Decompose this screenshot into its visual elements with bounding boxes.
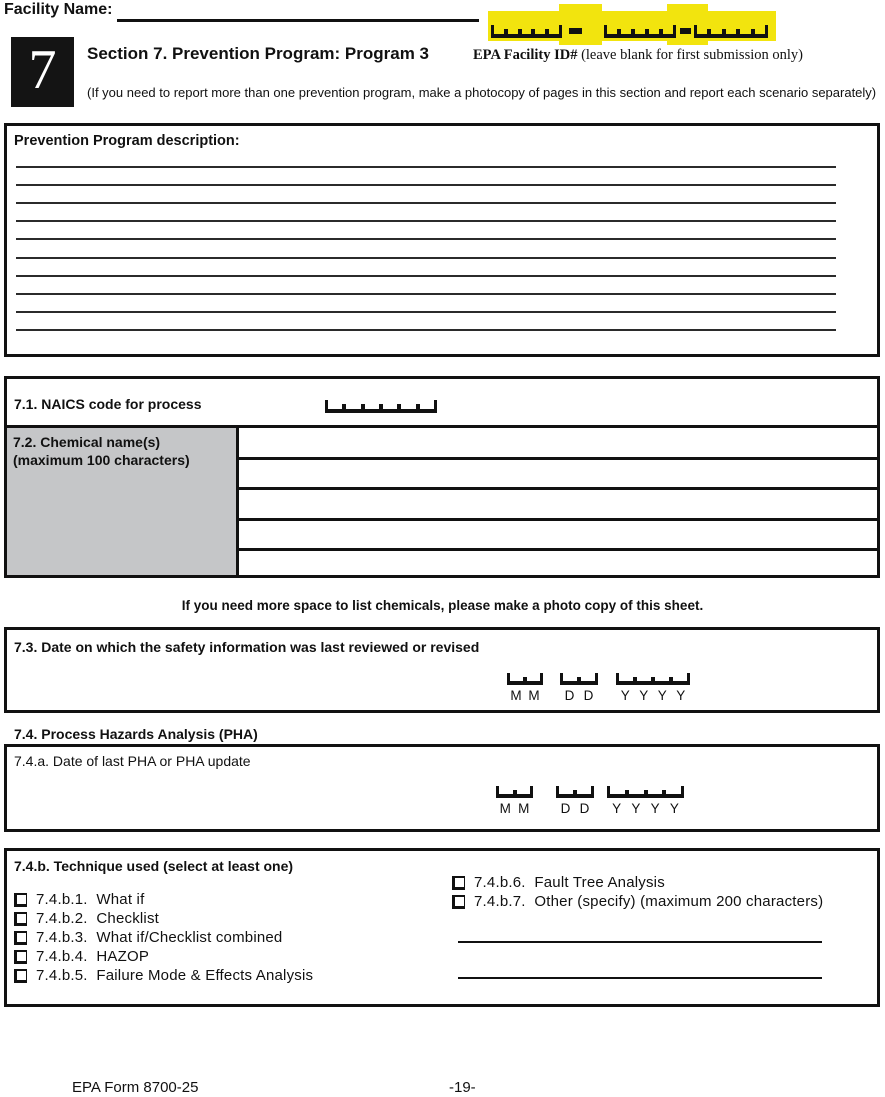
pha-heading: 7.4. Process Hazards Analysis (PHA) (14, 726, 258, 742)
checkbox-icon[interactable] (14, 969, 27, 983)
pha-date-field-year[interactable] (607, 786, 684, 816)
year-letters: Y Y Y Y (620, 688, 686, 703)
checkbox-option-7-4-b-7[interactable] (452, 893, 823, 910)
checkbox-icon[interactable] (14, 893, 27, 907)
description-blank-line[interactable] (16, 275, 836, 277)
epa-id-field-group-2[interactable] (604, 24, 676, 38)
checkbox-label: 7.4.b.2. Checklist (36, 910, 160, 927)
naics-code-field[interactable] (325, 399, 437, 413)
checkbox-label: 7.4.b.3. What if/Checklist combined (36, 929, 283, 946)
facility-name-label: Facility Name: (4, 1, 113, 18)
section-title: Section 7. Prevention Program: Program 3 (87, 44, 429, 63)
day-letters: D D (560, 801, 590, 816)
description-blank-line[interactable] (16, 257, 836, 259)
chemical-header-cell (7, 428, 239, 575)
description-blank-line[interactable] (16, 329, 836, 331)
checkbox-label: 7.4.b.4. HAZOP (36, 948, 150, 965)
other-specify-line[interactable] (458, 941, 822, 943)
checkbox-option-7-4-b-4[interactable] (14, 948, 149, 965)
checkbox-icon[interactable] (14, 931, 27, 945)
epa-id-dash (569, 28, 582, 34)
chemical-name-row-line[interactable] (239, 518, 877, 521)
checkbox-option-7-4-b-6[interactable] (452, 874, 665, 891)
pha-date-field-month[interactable] (496, 786, 533, 816)
checkbox-icon[interactable] (452, 895, 465, 909)
epa-id-dash (680, 28, 691, 34)
checkbox-icon[interactable] (14, 950, 27, 964)
year-letters: Y Y Y Y (612, 801, 679, 816)
epa-id-caption (473, 47, 803, 64)
section-number: 7 (28, 39, 57, 101)
checkbox-icon[interactable] (14, 912, 27, 926)
month-comb[interactable] (496, 786, 533, 798)
epa-id-caption-note: (leave blank for first submission only) (577, 47, 803, 63)
checkbox-option-7-4-b-2[interactable] (14, 910, 159, 927)
facility-name-line[interactable] (117, 19, 479, 22)
description-blank-line[interactable] (16, 311, 836, 313)
description-box-label: Prevention Program description: (14, 133, 240, 149)
description-blank-line[interactable] (16, 238, 836, 240)
chemical-name-row-line[interactable] (239, 548, 877, 551)
highlighter-mark (559, 4, 602, 45)
day-letters: D D (564, 688, 594, 703)
checkbox-label: 7.4.b.6. Fault Tree Analysis (474, 874, 665, 891)
year-comb[interactable] (607, 786, 684, 798)
checkbox-icon[interactable] (452, 876, 465, 890)
safety-info-date-label: 7.3. Date on which the safety information was last reviewed or revised (14, 639, 480, 655)
checkbox-label: 7.4.b.7. Other (specify) (maximum 200 characters) (474, 893, 824, 910)
description-blank-line[interactable] (16, 202, 836, 204)
technique-heading: 7.4.b. Technique used (select at least one) (14, 858, 294, 874)
checkbox-label: 7.4.b.1. What if (36, 891, 145, 908)
naics-label: 7.1. NAICS code for process (14, 396, 202, 412)
day-comb[interactable] (556, 786, 594, 798)
epa-id-caption-label: EPA Facility ID# (473, 47, 578, 63)
chemical-label-line2: (maximum 100 characters) (13, 452, 190, 468)
other-specify-line[interactable] (458, 977, 822, 979)
chemical-name-row-line[interactable] (239, 487, 877, 490)
footer-page-number: -19- (449, 1079, 476, 1096)
checkbox-option-7-4-b-1[interactable] (14, 891, 144, 908)
date-field-month[interactable] (507, 673, 543, 703)
year-comb[interactable] (616, 673, 690, 685)
description-box (4, 123, 880, 357)
description-blank-line[interactable] (16, 220, 836, 222)
pha-date-field-day[interactable] (556, 786, 594, 816)
more-space-note: If you need more space to list chemicals, please make a photo copy of this sheet. (181, 598, 704, 613)
chemical-name-row-line[interactable] (239, 457, 877, 460)
checkbox-option-7-4-b-5[interactable] (14, 967, 313, 984)
epa-id-field-group-3[interactable] (694, 24, 768, 38)
month-comb[interactable] (507, 673, 543, 685)
date-field-year[interactable] (616, 673, 690, 703)
footer-form-number: EPA Form 8700-25 (72, 1079, 199, 1096)
checkbox-label: 7.4.b.5. Failure Mode & Effects Analysis (36, 967, 314, 984)
epa-id-field-group-1[interactable] (491, 24, 562, 38)
month-letters: M M (499, 801, 530, 816)
chemical-label-line1: 7.2. Chemical name(s) (13, 434, 161, 450)
checkbox-option-7-4-b-3[interactable] (14, 929, 282, 946)
multi-program-note: (If you need to report more than one prevention program, make a photocopy of pages in this section and report each scenario separately) (87, 85, 877, 100)
section-number-badge (11, 37, 74, 107)
date-field-day[interactable] (560, 673, 598, 703)
description-blank-line[interactable] (16, 184, 836, 186)
description-blank-line[interactable] (16, 166, 836, 168)
pha-date-label: 7.4.a. Date of last PHA or PHA update (14, 753, 251, 769)
day-comb[interactable] (560, 673, 598, 685)
month-letters: M M (510, 688, 540, 703)
description-blank-line[interactable] (16, 293, 836, 295)
